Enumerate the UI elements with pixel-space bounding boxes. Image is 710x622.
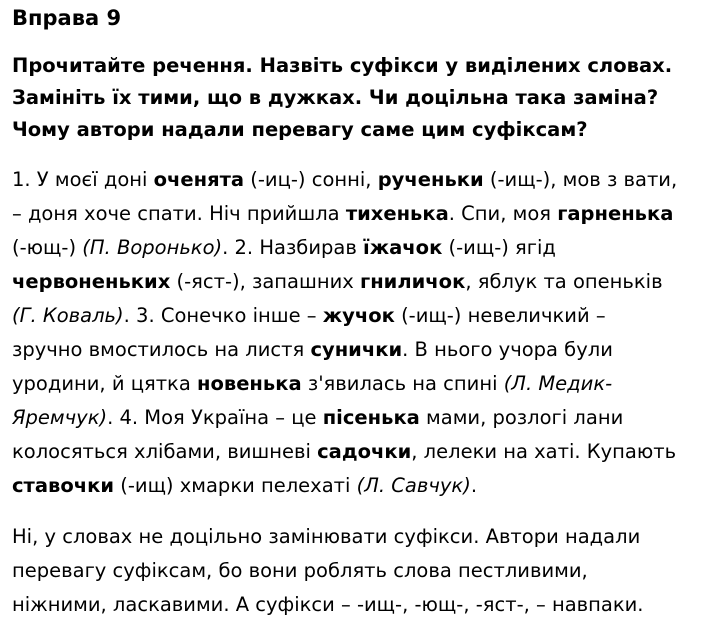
highlighted-word: ставочки bbox=[12, 474, 115, 497]
text-fragment: . В нього учора були bbox=[402, 338, 613, 361]
text-fragment: (-ищ-) ягід bbox=[442, 236, 556, 259]
text-fragment: (-ющ-) bbox=[12, 236, 83, 259]
text-fragment: . bbox=[470, 474, 478, 497]
highlighted-word: тихенька bbox=[345, 202, 449, 225]
highlighted-word: гниличок bbox=[360, 270, 466, 293]
task-instructions bbox=[12, 50, 702, 146]
highlighted-word: сунички bbox=[310, 338, 403, 361]
text-line bbox=[12, 333, 702, 367]
author-citation: (Г. Коваль) bbox=[12, 304, 124, 327]
text-fragment: , лелеки на хаті. Купають bbox=[411, 440, 677, 463]
text-line bbox=[12, 401, 702, 435]
highlighted-word: оченята bbox=[153, 168, 245, 191]
text-line bbox=[12, 197, 702, 231]
answer-line: Ні, у словах не доцільно замінювати суфікси. Автори надали bbox=[12, 525, 641, 548]
text-fragment: уродини, й цятка bbox=[12, 372, 197, 395]
text-line bbox=[12, 265, 702, 299]
author-citation: (Л. Медик- bbox=[503, 372, 613, 395]
text-fragment: (-ищ-), мов з вати, bbox=[483, 168, 678, 191]
highlighted-word: їжачок bbox=[363, 236, 443, 259]
text-fragment: (-ищ) хмарки пелехаті bbox=[114, 474, 357, 497]
highlighted-word: гарненька bbox=[557, 202, 674, 225]
text-fragment: . 2. Назбирав bbox=[222, 236, 364, 259]
highlighted-word: новенька bbox=[196, 372, 302, 395]
text-line bbox=[12, 469, 702, 503]
text-fragment: . 4. Моя Україна – це bbox=[107, 406, 323, 429]
text-fragment: 1. У моєї доні bbox=[12, 168, 154, 191]
text-fragment: (-иц-) сонні, bbox=[244, 168, 378, 191]
text-fragment: , яблук та опеньків bbox=[465, 270, 663, 293]
text-line bbox=[12, 367, 702, 401]
task-line: Замініть їх тими, що в дужках. Чи доцільна така заміна? bbox=[12, 86, 659, 109]
text-line bbox=[12, 163, 702, 197]
highlighted-word: садочки bbox=[317, 440, 412, 463]
text-fragment: колосяться хлібами, вишневі bbox=[12, 440, 318, 463]
text-fragment: . 3. Сонечко інше – bbox=[123, 304, 323, 327]
text-fragment: мами, розлогі лани bbox=[419, 406, 624, 429]
author-citation: (Л. Савчук) bbox=[356, 474, 471, 497]
text-fragment: з'явилась на спині bbox=[301, 372, 504, 395]
text-fragment: – доня хоче спати. Ніч прийшла bbox=[12, 202, 346, 225]
answer-line: ніжними, ласкавими. А суфікси – -ищ-, -ющ-, -яст-, – навпаки. bbox=[12, 593, 644, 616]
answer-line: перевагу суфіксам, бо вони роблять слова пестливими, bbox=[12, 559, 588, 582]
highlighted-word: жучок bbox=[322, 304, 395, 327]
text-fragment: зручно вмостилось на листя bbox=[12, 338, 311, 361]
highlighted-word: рученьки bbox=[377, 168, 484, 191]
highlighted-word: пісенька bbox=[322, 406, 420, 429]
author-citation: Яремчук) bbox=[12, 406, 108, 429]
highlighted-word: червоненьких bbox=[12, 270, 171, 293]
text-line bbox=[12, 435, 702, 469]
task-line: Прочитайте речення. Назвіть суфікси у виділених словах. bbox=[12, 54, 673, 77]
text-fragment: (-ищ-) невеличкий – bbox=[394, 304, 606, 327]
exercise-title: Вправа 9 bbox=[12, 6, 122, 30]
task-line: Чому автори надали перевагу саме цим суфіксам? bbox=[12, 118, 588, 141]
author-citation: (П. Воронько) bbox=[82, 236, 223, 259]
text-fragment: (-яст-), запашних bbox=[170, 270, 361, 293]
text-line bbox=[12, 231, 702, 265]
answer-text bbox=[12, 520, 702, 622]
text-line bbox=[12, 299, 702, 333]
text-fragment: . Спи, моя bbox=[448, 202, 558, 225]
exercise-text bbox=[12, 163, 702, 503]
